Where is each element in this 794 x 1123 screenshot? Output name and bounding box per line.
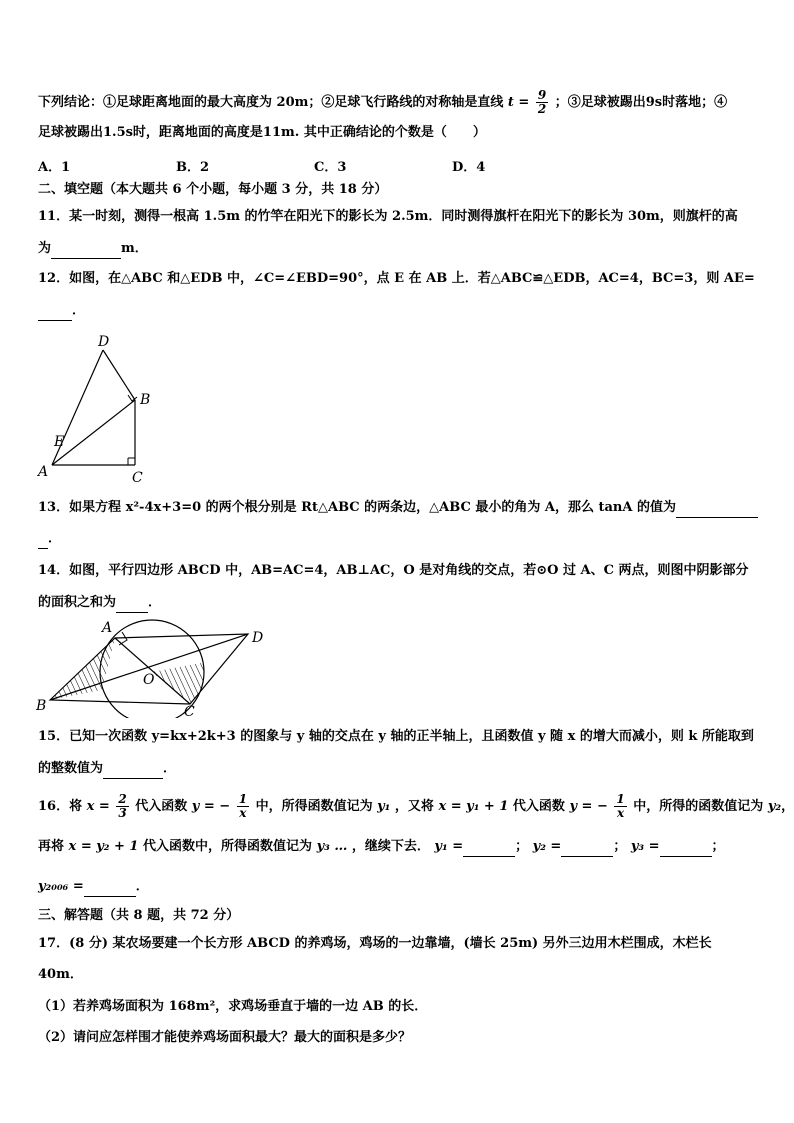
- q16-line1: 16．将 x = $\frac{2}{3}$ 代入函数 y = − $\frac{1}{x}$ 中，所得函数值记为 y₁ ，又将 x = y₁ + 1 代入函数 y = − $\frac{1}{x}$ 中，所得的函数值记为 y₂，: [38, 792, 794, 820]
- q16-answer-y2006: [84, 878, 136, 897]
- q16-line2: 再将 x = y₂ + 1 代入函数中，所得函数值记为 y₃ … ，继续下去． y₁ = ； y₂ = ； y₃ = ；: [38, 838, 725, 857]
- q14-line1: 14．如图，平行四边形 ABCD 中，AB=AC=4，AB⊥AC，O 是对角线的交点，若⊙O 过 A、C 两点，则图中阴影部分: [38, 563, 749, 578]
- label-a: A: [102, 620, 113, 636]
- label-a: A: [38, 464, 49, 480]
- q16-fraction-1-x-2: $\frac{1}{x}$: [616, 792, 625, 820]
- q13-line2: ．: [38, 530, 61, 549]
- q12-figure: [30, 330, 170, 488]
- section-3-title: 三、解答题（共 8 题，共 72 分）: [38, 908, 240, 923]
- q11-line2: 为 m．: [38, 240, 148, 259]
- q17-line2: 40m．: [38, 967, 83, 982]
- q15-line2: 的整数值为 ．: [38, 760, 176, 779]
- q10-line1-b: ；③足球被踢出9s时落地；④: [554, 95, 728, 110]
- q14-answer-blank: [116, 594, 148, 613]
- label-o: O: [143, 672, 155, 688]
- q14-figure: [30, 618, 270, 718]
- q15-line1: 15．已知一次函数 y=kx+2k+3 的图象与 y 轴的交点在 y 轴的正半轴上，且函数值 y 随 x 的增大而减小，则 k 所能取到: [38, 729, 754, 744]
- q10-option-c: C．3: [314, 160, 347, 175]
- q10-option-a: A．1: [38, 160, 71, 175]
- label-c: C: [132, 470, 143, 486]
- q10-option-d: D．4: [452, 160, 486, 175]
- q17-sub1: （1）若养鸡场面积为 168m²，求鸡场垂直于墙的一边 AB 的长．: [38, 999, 428, 1014]
- q10-line1-a: 下列结论：①足球距离地面的最大高度为 20m；②足球飞行路线的对称轴是直线: [38, 95, 504, 110]
- q16-answer-y1: [463, 838, 515, 857]
- q11-line1: 11．某一时刻，测得一根高 1.5m 的竹竿在阳光下的影长为 2.5m．同时测得旗杆在阳光下的影长为 30m，则旗杆的高: [38, 209, 738, 224]
- q11-answer-blank: [51, 240, 121, 259]
- label-d: D: [252, 630, 264, 646]
- q12-line1: 12．如图，在△ABC 和△EDB 中，∠C=∠EBD=90°，点 E 在 AB 上．若△ABC≌△EDB，AC=4，BC=3，则 AE=: [38, 271, 755, 286]
- section-2-title: 二、填空题（本大题共 6 个小题，每小题 3 分，共 18 分）: [38, 182, 388, 197]
- q10-line2: 足球被踢出1.5s时，距离地面的高度是11m. 其中正确结论的个数是（ ）: [38, 125, 486, 140]
- q10-t-eq: t =: [507, 95, 530, 110]
- q10-line1: [38, 89, 727, 116]
- label-c: C: [184, 704, 195, 718]
- q16-answer-y3: [660, 838, 712, 857]
- q10-fraction: $\frac{9}{2}$: [537, 88, 547, 116]
- q17-line1: 17．(8 分) 某农场要建一个长方形 ABCD 的养鸡场，鸡场的一边靠墙，(墙长 25m) 另外三边用木栏围成，木栏长: [38, 936, 712, 951]
- q13-line1: 13．如果方程 x²-4x+3=0 的两个根分别是 Rt△ABC 的两条边，△ABC 最小的角为 A，那么 tanA 的值为: [38, 499, 758, 518]
- q17-sub2: （2）请问应怎样围才能使养鸡场面积最大？最大的面积是多少？: [38, 1030, 412, 1045]
- q16-fraction-1-x: $\frac{1}{x}$: [238, 792, 248, 820]
- label-e: E: [54, 434, 65, 450]
- label-b: B: [36, 698, 47, 714]
- q14-line2: 的面积之和为 ．: [38, 594, 161, 613]
- q12-line2: ．: [38, 302, 85, 321]
- q13-answer-blank: [676, 499, 758, 518]
- label-b: B: [140, 392, 151, 408]
- q16-fraction-2-3: $\frac{2}{3}$: [118, 792, 127, 820]
- label-d: D: [98, 334, 110, 350]
- q10-option-b: B．2: [176, 160, 210, 175]
- q16-line3: y₂₀₀₆ = ．: [38, 878, 149, 897]
- q15-answer-blank: [103, 760, 163, 779]
- q16-answer-y2: [561, 838, 613, 857]
- q12-answer-blank: [38, 302, 72, 321]
